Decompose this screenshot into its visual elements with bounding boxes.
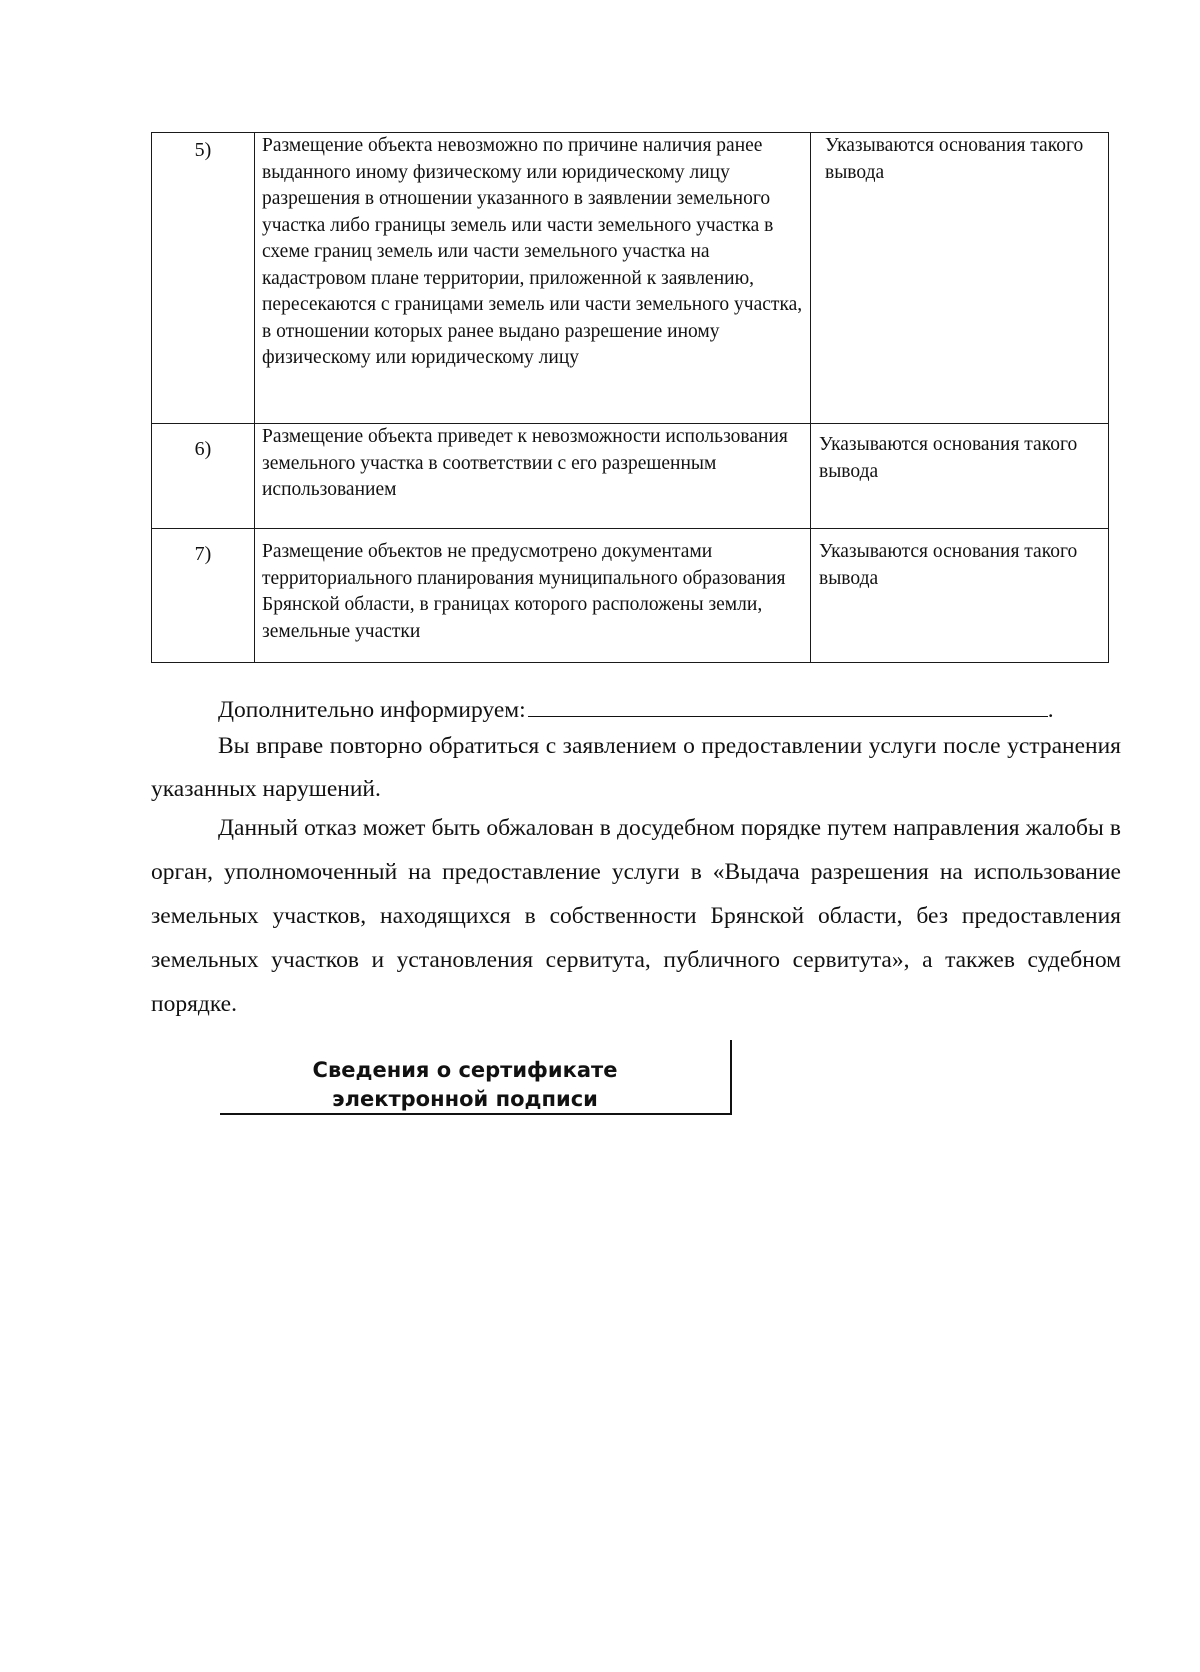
electronic-signature-stamp (220, 1040, 732, 1115)
reason-text: Размещение объекта невозможно по причине наличия ранее выданного иному физическому или юридическому лицу разрешения в отношении указанного в заявлении земельного участка либо границы земель или части земельного участка в схеме границ земель или части земельного участка на кадастровом плане территории, приложенной к заявлению, пересекаются с границами земель или части земельного участка, в отношении которых ранее выдано разрешение иному физическому или юридическому лицу (262, 135, 803, 368)
note-text: Указываются основания такого вывода (825, 135, 1084, 183)
reapply-paragraph: Вы вправе повторно обратиться с заявлением о предоставлении услуги после устранения указанных нарушений. (151, 733, 1121, 802)
note-cell (811, 424, 1109, 529)
signature-line-1: Сведения о сертификате (312, 1058, 618, 1082)
note-text: Указываются основания такого вывода (819, 434, 1078, 482)
note-cell (811, 529, 1109, 663)
note-text: Указываются основания такого вывода (819, 541, 1078, 589)
row-number: 6) (194, 438, 212, 460)
reason-cell (255, 529, 811, 663)
row-number: 5) (194, 139, 212, 161)
reason-cell (255, 424, 811, 529)
reason-cell (255, 133, 811, 424)
reason-text: Размещение объектов не предусмотрено документами территориального планирования муниципального образования Брянской области, в границах которого расположены земли, земельные участки (262, 541, 786, 642)
additional-info-label: Дополнительно информируем: (218, 697, 526, 723)
table-row (152, 424, 1109, 529)
reason-text: Размещение объекта приведет к невозможности использования земельного участка в соответствии с его разрешенным использованием (262, 426, 788, 500)
signature-line-2: электронной подписи (332, 1087, 598, 1111)
appeal-paragraph: Данный отказ может быть обжалован в досудебном порядке путем направления жалобы в орган, уполномоченный на предоставление услуги в «Выдача разрешения на использование земельных участков, находящихся в собственности Брянской области, без предоставления земельных участков и установления сервитута, публичного сервитута», а такжев судебном порядке. (151, 815, 1121, 1017)
note-cell (811, 133, 1109, 424)
table-row (152, 529, 1109, 663)
row-number-cell (152, 133, 255, 424)
refusal-grounds-table (151, 132, 1109, 663)
signature-stamp-text (220, 1056, 710, 1114)
additional-info-fill-line (528, 692, 1048, 717)
row-number-cell (152, 529, 255, 663)
additional-info-end: . (1047, 697, 1054, 723)
row-number-cell (152, 424, 255, 529)
row-number: 7) (194, 543, 212, 565)
table-row (152, 133, 1109, 424)
